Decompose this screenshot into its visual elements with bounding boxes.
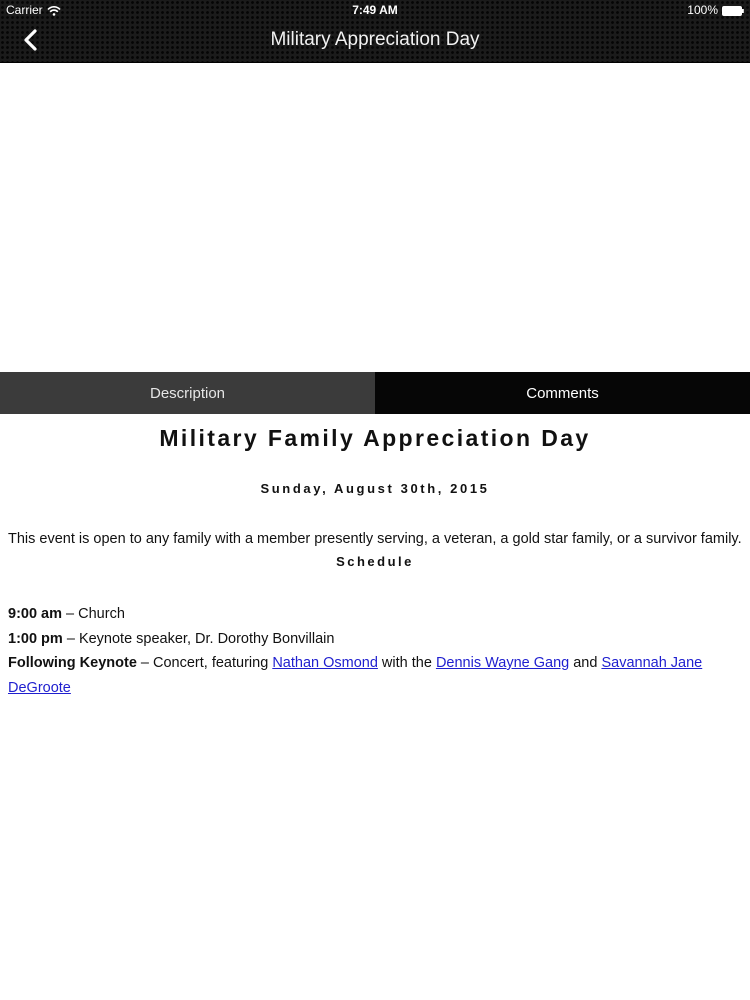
schedule-item-following — [8, 651, 742, 700]
schedule-text: Church — [78, 606, 125, 622]
tab-comments[interactable]: Comments — [375, 372, 750, 414]
link-dennis-wayne-gang[interactable]: Dennis Wayne Gang — [435, 655, 570, 671]
schedule-item — [8, 602, 742, 627]
battery-icon — [722, 5, 744, 15]
schedule-text: and — [569, 655, 602, 671]
back-button[interactable] — [18, 26, 44, 54]
event-image-area — [0, 63, 750, 372]
event-intro: This event is open to any family with a member presently serving, a veteran, a gold star family, or a survivor family. — [8, 531, 742, 547]
status-time: 7:49 AM — [352, 3, 398, 17]
event-date: Sunday, August 30th, 2015 — [260, 481, 490, 496]
chevron-left-icon — [23, 29, 39, 51]
tab-bar — [0, 372, 750, 414]
schedule-heading: Schedule — [336, 554, 414, 569]
schedule-text: Concert, featuring — [153, 655, 273, 671]
link-savannah-jane-degroote[interactable]: Savannah Jane DeGroote — [8, 655, 703, 696]
schedule-separator: – — [62, 606, 79, 622]
description-content — [0, 414, 750, 700]
schedule-item — [8, 627, 742, 652]
schedule-text: Keynote speaker, Dr. Dorothy Bonvillain — [78, 630, 335, 647]
status-battery — [687, 3, 744, 17]
schedule-time: 9:00 am — [8, 606, 63, 622]
carrier-label: Carrier — [6, 3, 43, 17]
battery-percent: 100% — [687, 3, 718, 17]
schedule-list — [8, 602, 742, 700]
schedule-text: with the — [377, 655, 436, 671]
link-nathan-osmond[interactable]: Nathan Osmond — [272, 655, 378, 671]
schedule-separator: – — [62, 630, 79, 647]
navigation-bar — [0, 0, 750, 63]
page-title: Military Appreciation Day — [270, 29, 480, 50]
schedule-time: Following Keynote — [8, 655, 137, 671]
schedule-separator: – — [136, 655, 154, 671]
tab-description[interactable]: Description — [0, 372, 375, 414]
schedule-time: 1:00 pm — [8, 630, 63, 647]
event-title: Military Family Appreciation Day — [159, 425, 591, 451]
